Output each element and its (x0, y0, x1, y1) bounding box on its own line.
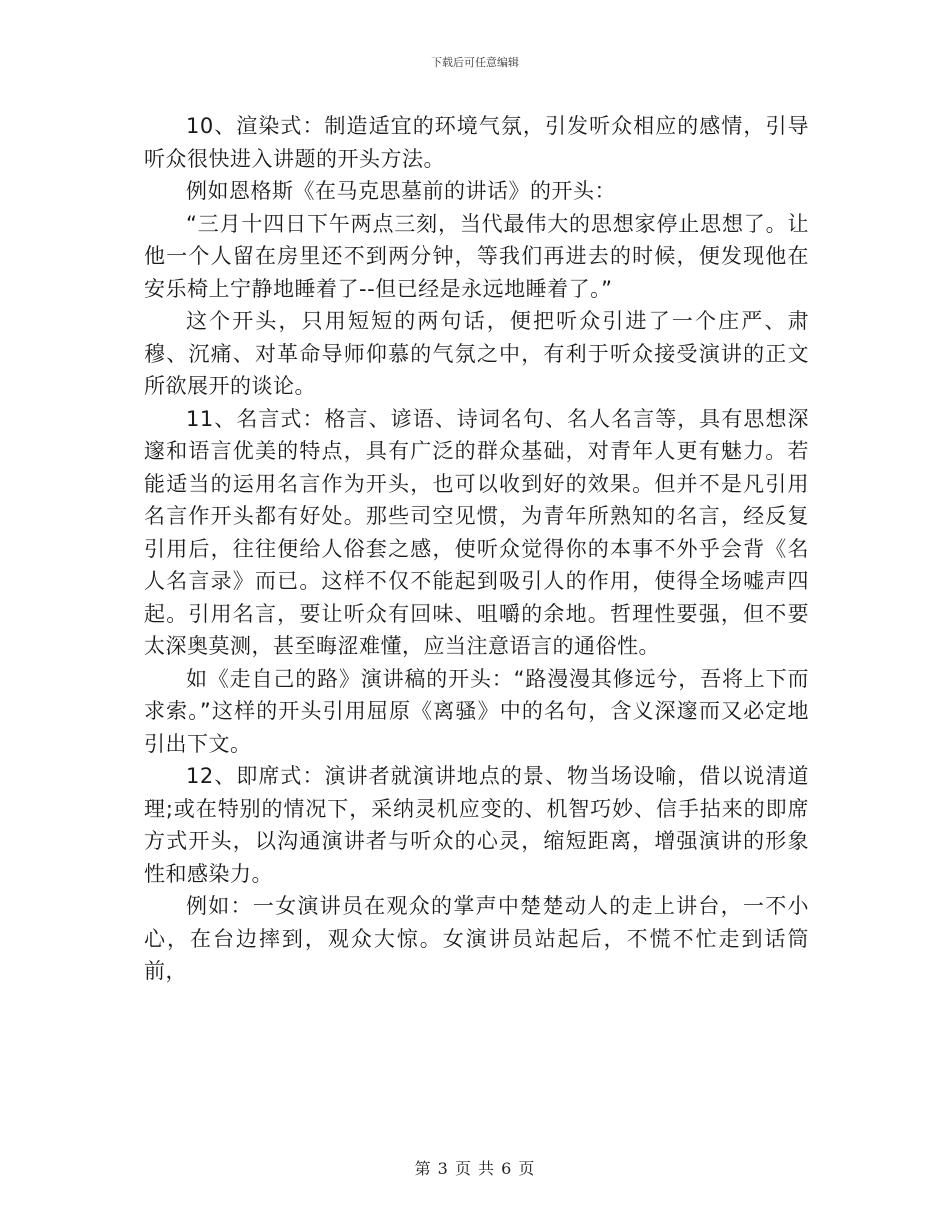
paragraph-engels-analysis: 这个开头，只用短短的两句话，便把听众引进了一个庄严、肃穆、沉痛、对革命导师仰慕的气氛之中，有利于听众接受演讲的正文所欲展开的谈论。 (144, 309, 809, 398)
page-header-note: 下载后可任意编辑 (431, 56, 519, 69)
paragraph-impromptu-style: 12、即席式：演讲者就演讲地点的景、物当场设喻，借以说清道理;或在特别的情况下，采纳灵机应变的、机智巧妙、信手拈来的即席方式开头，以沟通演讲者与听众的心灵，缩短距离，增强演讲的形象性和感染力。 (144, 764, 809, 886)
document-body (144, 110, 809, 988)
paragraph-engels-quote: “三月十四日下午两点三刻，当代最伟大的思想家停止思想了。让他一个人留在房里还不到两分钟，等我们再进去的时候，便发现他在安乐椅上宁静地睡着了--但已经是永远地睡着了。” (144, 211, 809, 301)
paragraph-engels-example-intro: 例如恩格斯《在马克思墓前的讲话》的开头： (186, 179, 616, 203)
page-number: 第 3 页 共 6 页 (414, 1159, 536, 1178)
paragraph-quotation-style: 11、名言式：格言、谚语、诗词名句、名人名言等，具有思想深邃和语言优美的特点，具有广泛的群众基础，对青年人更有魅力。若能适当的运用名言作为开头，也可以收到好的效果。但并不是凡引用名言作开头都有好处。那些司空见惯，为青年所熟知的名言，经反复引用后，往往便给人俗套之感，使听众觉得你的本事不外乎会背《名人名言录》而已。这样不仅不能起到吸引人的作用，使得全场嘘声四起。引用名言，要让听众有回味、咀嚼的余地。哲理性要强，但不要太深奥莫测，甚至晦涩难懂，应当注意语言的通俗性。 (144, 406, 809, 658)
paragraph-impromptu-example: 例如：一女演讲员在观众的掌声中楚楚动人的走上讲台，一不小心，在台边摔到，观众大惊。女演讲员站起后，不慌不忙走到话筒前， (144, 894, 809, 983)
paragraph-rendering-style: 10、渲染式：制造适宜的环境气氛，引发听众相应的感情，引导听众很快进入讲题的开头方法。 (144, 114, 809, 171)
paragraph-quotation-example: 如《走自己的路》演讲稿的开头：“路漫漫其修远兮，吾将上下而求索。”这样的开头引用屈原《离骚》中的名句，含义深邃而又必定地引出下文。 (144, 666, 809, 756)
